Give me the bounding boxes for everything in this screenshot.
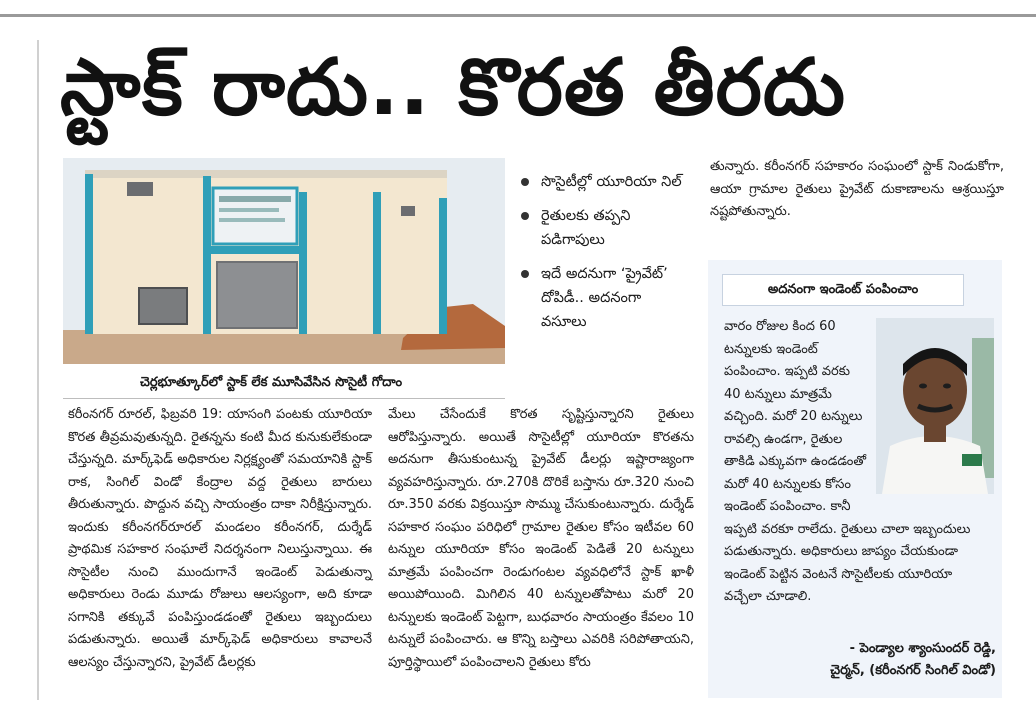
sidebar-title: అదనంగా ఇండెంట్ పంపించాం xyxy=(722,274,964,306)
signboard-lettering xyxy=(219,218,285,222)
column-rule xyxy=(37,40,39,700)
godown-photo-graphic xyxy=(63,158,505,364)
signboard-lettering xyxy=(219,196,291,202)
signature-title: చైర్మన్, (కరీంనగర్ సింగిల్ విండో) xyxy=(830,663,996,678)
sidebar-body xyxy=(724,316,994,616)
highlights-list xyxy=(515,170,685,360)
bullet-icon xyxy=(521,270,529,278)
awning xyxy=(203,246,307,254)
pillar xyxy=(373,192,381,334)
caption-rule xyxy=(63,398,505,399)
rolling-shutter xyxy=(217,262,297,328)
headline: స్టాక్ రాదు.. కొరత తీరదు xyxy=(60,43,846,133)
chairman-portrait xyxy=(876,318,994,494)
vent xyxy=(127,182,153,196)
highlight-text: రైతులకు తప్పని పడిగాపులు xyxy=(541,208,631,248)
article-column-1 xyxy=(68,404,372,704)
pillar xyxy=(439,198,447,334)
bullet-icon xyxy=(521,178,529,186)
signature-name: - పెండ్యాల శ్యాంసుందర్ రెడ్డి, xyxy=(849,641,996,656)
quote-sidebar xyxy=(708,260,1002,698)
article-paragraph: మేలు చేసేందుకే కొరత సృష్టిస్తున్నారని రైతులు ఆరోపిస్తున్నారు. అయితే సొసైటీల్లో యూరియా కొరతను అదనుగా తీసుకుంటున్న ప్రైవేట్ డీలర్లు ఇష్టారాజ్యంగా వ్యవహరిస్తున్నారు. రూ.270కి దొరికే బస్తాను రూ.320 నుంచి రూ.350 వరకు విక్రయిస్తూ సొమ్ము చేసుకుంటున్నారు. దుర్శేడ్ సహకార సంఘం పరిధిలో గ్రామాల రైతుల కోసం ఇటీవల 60 టన్నుల యూరియా కోసం ఇండెంట్ పెడితే 20 టన్నులు మాత్రమే పంపించగా రెండుగంటల వ్యవధిలోనే స్టాక్ ఖాళీ అయిపోయింది. మిగిలిన 40 టన్నులతోపాటు మరో 20 టన్నులకు ఇండెంట్ పెట్టగా, బుధవారం సాయంత్రం కేవలం 10 టన్నులే పంపించారు. ఆ కొన్ని బస్తాలు ఎవరికి సరిపోతాయని, పూర్తిస్థాయిలో పంపించాలని రైతులు కోరు xyxy=(388,407,694,670)
highlight-item xyxy=(515,204,685,252)
eye xyxy=(919,384,927,389)
article-column-3 xyxy=(710,156,1004,228)
highlight-item xyxy=(515,170,685,194)
signature-block xyxy=(768,638,996,688)
top-rule xyxy=(0,14,1036,17)
shirt-badge xyxy=(962,454,982,466)
article-column-2 xyxy=(388,404,694,704)
article-paragraph: తున్నారు. కరీంనగర్ సహకారం సంఘంలో స్టాక్ నిండుకోగా, ఆయా గ్రామాల రైతులు ప్రైవేట్ దుకాణాలను ఆశ్రయిస్తూ నష్టపోతున్నారు. xyxy=(710,159,1004,219)
photo-caption: చెర్లభూత్కూర్‌లో స్టాక్ లేక మూసివేసిన సొసైటీ గోదాం xyxy=(140,375,403,390)
pillar xyxy=(203,176,211,334)
pillar xyxy=(299,192,307,334)
pillar xyxy=(85,174,93,334)
sidebar-quote: వారం రోజుల కింద 60 టన్నులకు ఇండెంట్ పంపించాం. ఇప్పటి వరకు 40 టన్నులు మాత్రమే వచ్చింది. మరో 20 టన్నులు రావల్సి ఉండగా, రైతుల తాకిడి ఎక్కువగా ఉండడంతో మరో 40 టన్నులకు కోసం ఇండెంట్ పంపించాం. కానీ ఇప్పటి వరకూ రాలేదు. రైతులు చాలా ఇబ్బందులు పడుతున్నారు. అధికారులు జాప్యం చేయకుండా ఇండెంట్ పెట్టిన వెంటనే సొసైటీలకు యూరియా వచ్చేలా చూడాలి. xyxy=(724,319,971,604)
window xyxy=(139,288,187,324)
vent xyxy=(401,206,415,216)
highlight-text: ఇదే అదనుగా ‘ప్రైవేట్’ దోపిడీ.. అదనంగా వసూలు xyxy=(541,266,668,330)
signboard-lettering xyxy=(219,208,279,212)
highlight-text: సొసైటీల్లో యూరియా నిల్ xyxy=(541,174,682,190)
eye xyxy=(943,384,951,389)
article-paragraph: కరీంనగర్ రూరల్, ఫిబ్రవరి 19: యాసంగి పంటకు యూరియా కొరత తీవ్రమవుతున్నది. రైతన్నను కంటి మీద కునుకులేకుండా చేస్తున్నది. మార్క్‌ఫెడ్ అధికారుల నిర్లక్ష్యంతో సమయానికి స్టాక్ రాక, సింగిల్ విండో కేంద్రాల వద్ద రైతులు బారులు తీరుతున్నారు. పొద్దున వచ్చి సాయంత్రం దాకా నిరీక్షిస్తున్నారు. ఇందుకు కరీంనగర్‌రూరల్ మండలం కరీంనగర్, దుర్శేడ్ ప్రాథమిక సహకార సంఘాలే నిదర్శనంగా నిలుస్తున్నాయి. ఈ సొసైటీల నుంచి ముందుగానే ఇండెంట్ పెడుతున్నా అధికారులు రెండు మూడు రోజులు ఆలస్యంగా, అది కూడా సగానికి తక్కువే పంపిస్తుండడంతో రైతులు ఇబ్బందులు పడుతున్నారు. అయితే మార్క్‌ఫెడ్ అధికారులు కావాలనే ఆలస్యం చేస్తున్నారని, ప్రైవేట్ డీలర్లకు xyxy=(68,407,372,670)
roof-edge xyxy=(85,170,447,178)
highlight-item xyxy=(515,262,685,334)
godown-photo xyxy=(63,158,505,364)
bullet-icon xyxy=(521,212,529,220)
chairman-photo xyxy=(876,318,994,494)
